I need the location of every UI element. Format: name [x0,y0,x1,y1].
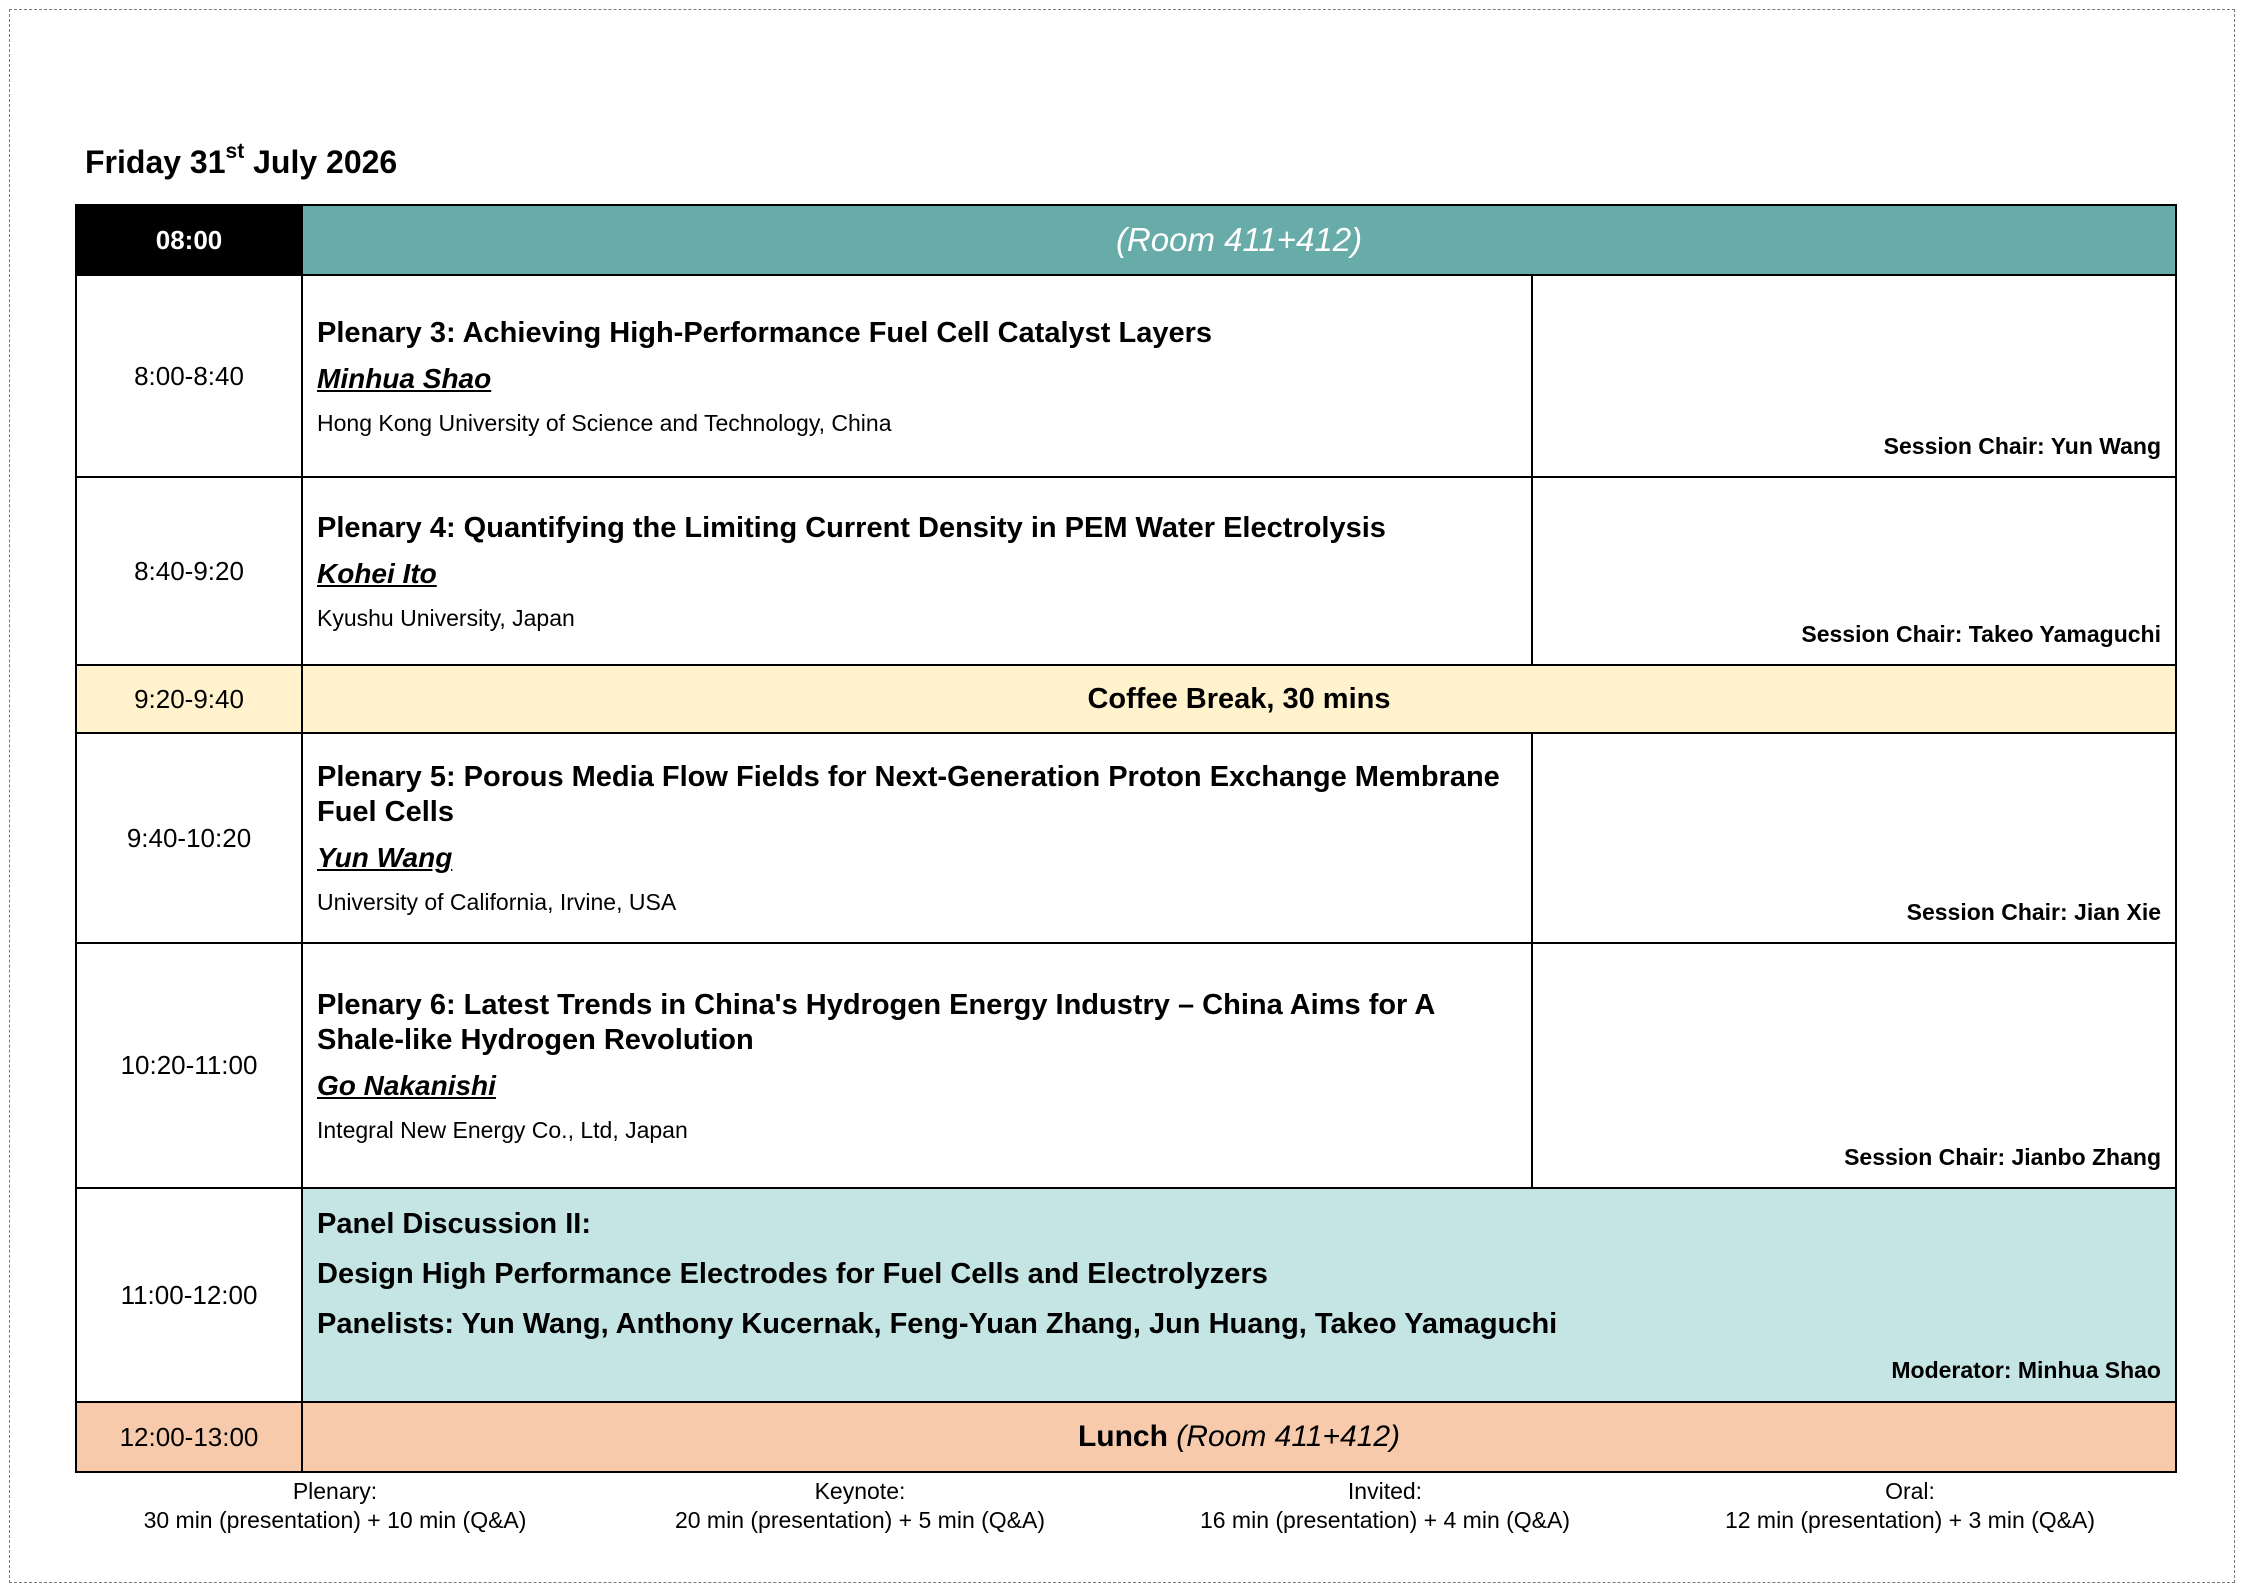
header-row [76,205,2176,275]
session-time: 10:20-11:00 [76,943,302,1188]
speaker-affiliation: Kyushu University, Japan [317,604,575,631]
talk-title: Plenary 6: Latest Trends in China's Hydrogen Energy Industry – China Aims for A Shale-like Hydrogen Revolution [317,988,1435,1056]
panel-topic: Design High Performance Electrodes for Fuel Cells and Electrolyzers [317,1258,1268,1290]
legend-duration: 30 min (presentation) + 10 min (Q&A) [143,1507,527,1533]
panel-time: 11:00-12:00 [76,1188,302,1402]
lunch-label [302,1402,2176,1472]
date-ordinal: st [225,140,245,163]
session-row-plenary-3 [76,275,2176,477]
legend-type: Keynote: [814,1478,906,1504]
panel-details [302,1188,2176,1402]
session-chair: Session Chair: Jian Xie [1532,733,2176,943]
session-details [302,477,1532,665]
lunch-room: (Room 411+412) [1176,1420,1401,1453]
session-time: 8:00-8:40 [76,275,302,477]
header-room: (Room 411+412) [302,205,2176,275]
session-chair: Session Chair: Takeo Yamaguchi [1532,477,2176,665]
legend-keynote [600,1477,1120,1535]
header-time: 08:00 [76,205,302,275]
legend-duration: 12 min (presentation) + 3 min (Q&A) [1724,1507,2096,1533]
session-row-plenary-6 [76,943,2176,1188]
session-details [302,733,1532,943]
speaker-name: Yun Wang [317,842,453,873]
session-chair: Session Chair: Yun Wang [1532,275,2176,477]
coffee-break-row [76,665,2176,733]
legend-duration: 20 min (presentation) + 5 min (Q&A) [674,1507,1046,1533]
session-details [302,943,1532,1188]
lunch-title: Lunch [1077,1420,1168,1453]
legend-invited [1125,1477,1645,1535]
presentation-duration-legend [75,1477,2175,1537]
coffee-break-label: Coffee Break, 30 mins [302,665,2176,733]
panel-discussion-row [76,1188,2176,1402]
schedule-table [75,204,2177,1473]
panel-title: Panel Discussion II: [317,1208,591,1240]
speaker-affiliation: Hong Kong University of Science and Technology, China [317,409,892,436]
speaker-affiliation: Integral New Energy Co., Ltd, Japan [317,1116,688,1143]
talk-title: Plenary 5: Porous Media Flow Fields for Next-Generation Proton Exchange Membrane Fuel Cells [317,761,1500,828]
legend-type: Invited: [1347,1478,1423,1504]
session-time: 9:40-10:20 [76,733,302,943]
session-row-plenary-4 [76,477,2176,665]
page-title: Friday 31st July 2026 [85,140,398,180]
speaker-name: Go Nakanishi [317,1069,496,1101]
break-time: 9:20-9:40 [76,665,302,733]
session-chair: Session Chair: Jianbo Zhang [1532,943,2176,1188]
session-details [302,275,1532,477]
talk-title: Plenary 3: Achieving High-Performance Fuel Cell Catalyst Layers [317,316,1213,349]
panel-panelists: Panelists: Yun Wang, Anthony Kucernak, Feng-Yuan Zhang, Jun Huang, Takeo Yamaguchi [317,1308,1558,1340]
speaker-affiliation: University of California, Irvine, USA [317,889,677,915]
legend-plenary [75,1477,595,1535]
talk-title: Plenary 4: Quantifying the Limiting Current Density in PEM Water Electrolysis [317,511,1386,544]
legend-type: Oral: [1885,1478,1935,1504]
session-time: 8:40-9:20 [76,477,302,665]
speaker-name: Kohei Ito [317,557,437,589]
legend-duration: 16 min (presentation) + 4 min (Q&A) [1199,1507,1571,1533]
lunch-row [76,1402,2176,1472]
speaker-name: Minhua Shao [317,362,492,394]
legend-type: Plenary: [292,1478,378,1504]
lunch-time: 12:00-13:00 [76,1402,302,1472]
session-row-plenary-5 [76,733,2176,943]
panel-moderator: Moderator: Minhua Shao [1891,1357,2161,1383]
legend-oral [1650,1477,2170,1535]
